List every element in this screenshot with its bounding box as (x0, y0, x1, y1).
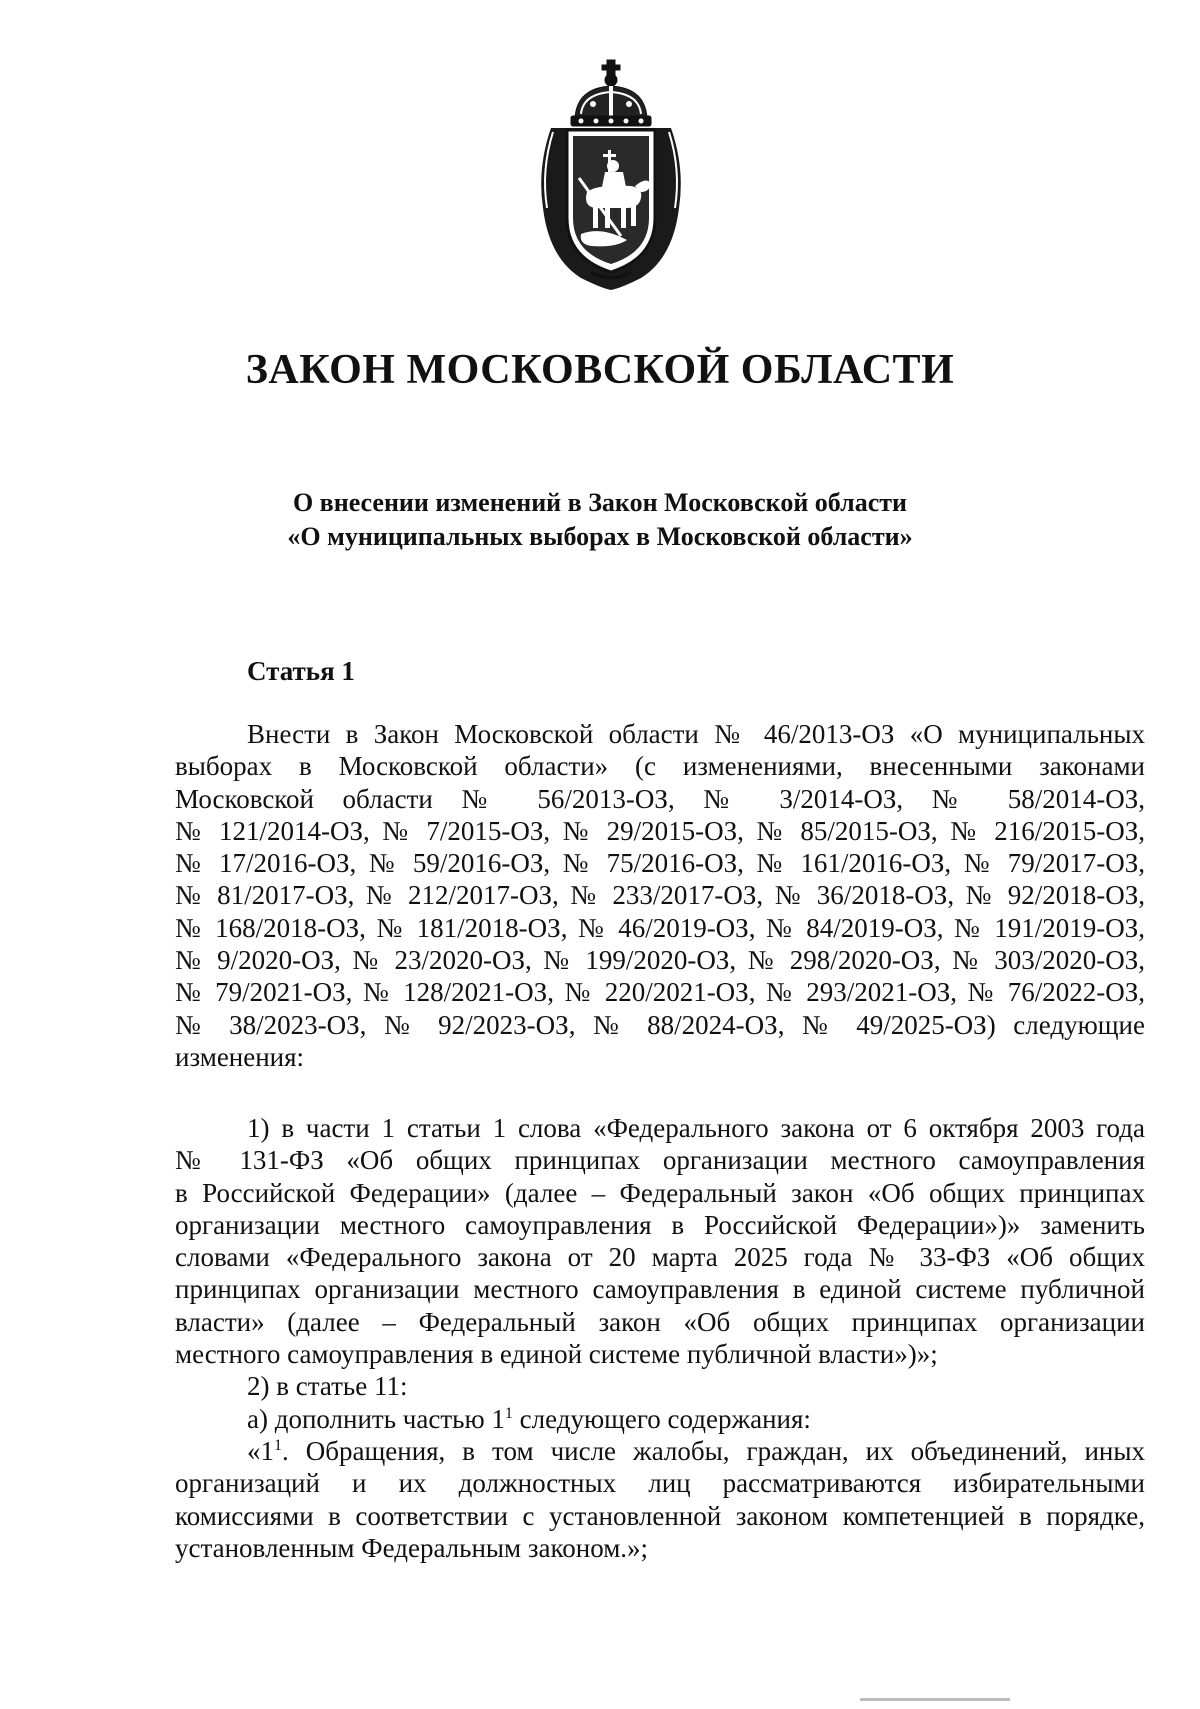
paragraph-line: 1) в части 1 статьи 1 слова «Федерального закона от 6 октября 2003 года (247, 1113, 1145, 1143)
paragraph-line: Внести в Закон Московской области № 46/2013-ОЗ «О муниципальных (247, 719, 1145, 749)
scan-artifact (860, 1697, 1010, 1703)
quote-superscript: 1 (274, 1436, 282, 1454)
law-subtitle (0, 486, 1200, 554)
paragraph-line: № 131-ФЗ «Об общих принципах организации местного самоуправления (175, 1145, 1145, 1176)
paragraph-line: установленным Федеральным законом.»; (175, 1532, 649, 1563)
paragraph-line: № 81/2017-ОЗ, № 212/2017-ОЗ, № 233/2017-ОЗ, № 36/2018-ОЗ, № 92/2018-ОЗ, (175, 880, 1145, 911)
paragraph-line: № 9/2020-ОЗ, № 23/2020-ОЗ, № 199/2020-ОЗ, № 298/2020-ОЗ, № 303/2020-ОЗ, (175, 945, 1145, 976)
paragraph-line: Московской области № 56/2013-ОЗ, № 3/2014-ОЗ, № 58/2014-ОЗ, (175, 783, 1145, 814)
law-title: ЗАКОН МОСКОВСКОЙ ОБЛАСТИ (245, 347, 955, 393)
paragraph-line: принципах организации местного самоуправления в единой системе публичной (175, 1274, 1145, 1305)
intro-paragraph (175, 718, 1145, 1073)
article-heading: Статья 1 (247, 656, 355, 686)
quote-prefix: «1 (247, 1435, 274, 1466)
item-2-heading: 2) в статье 11: (247, 1371, 408, 1402)
paragraph-line: организаций и их должностных лиц рассматриваются избирательными (175, 1468, 1145, 1499)
paragraph-line: № 38/2023-ОЗ, № 92/2023-ОЗ, № 88/2024-ОЗ, № 49/2025-ОЗ) следующие (175, 1009, 1145, 1040)
item-1-paragraph (175, 1112, 1145, 1564)
item-2a-prefix: а) дополнить частью 1 (247, 1403, 505, 1434)
paragraph-line: власти» (далее – Федеральный закон «Об общих принципах организации (175, 1306, 1145, 1337)
paragraph-line: № 17/2016-ОЗ, № 59/2016-ОЗ, № 75/2016-ОЗ, № 161/2016-ОЗ, № 79/2017-ОЗ, (175, 848, 1145, 879)
paragraph-line: № 79/2021-ОЗ, № 128/2021-ОЗ, № 220/2021-ОЗ, № 293/2021-ОЗ, № 76/2022-ОЗ, (175, 977, 1145, 1008)
quote-first-rest: . Обращения, в том числе жалобы, граждан, их объединений, иных (282, 1435, 1145, 1466)
paragraph-line: организации местного самоуправления в Российской Федерации»)» заменить (175, 1209, 1145, 1240)
paragraph-line: комиссиями в соответствии с установленной законом компетенцией в порядке, (175, 1500, 1145, 1531)
paragraph-line: словами «Федерального закона от 20 марта 2025 года № 33-ФЗ «Об общих (175, 1242, 1145, 1273)
paragraph-line: № 121/2014-ОЗ, № 7/2015-ОЗ, № 29/2015-ОЗ, № 85/2015-ОЗ, № 216/2015-ОЗ, (175, 815, 1145, 846)
paragraph-line: в Российской Федерации» (далее – Федеральный закон «Об общих принципах (175, 1177, 1145, 1208)
paragraph-line: № 168/2018-ОЗ, № 181/2018-ОЗ, № 46/2019-ОЗ, № 84/2019-ОЗ, № 191/2019-ОЗ, (175, 912, 1145, 943)
item-2a-suffix: следующего содержания: (512, 1403, 811, 1434)
item-2a-superscript: 1 (504, 1404, 513, 1422)
subtitle-line-2: «О муниципальных выборах в Московской области» (287, 522, 913, 551)
subtitle-line-1: О внесении изменений в Закон Московской области (292, 488, 908, 517)
paragraph-line: местного самоуправления в единой системе публичной власти»)»; (175, 1339, 938, 1370)
quote-first-line (175, 1435, 1145, 1467)
coat-of-arms-icon (531, 58, 691, 292)
item-2a-line (175, 1403, 1145, 1435)
paragraph-line: выборах в Московской области» (с изменениями, внесенными законами (175, 751, 1145, 782)
paragraph-line: изменения: (175, 1041, 305, 1072)
